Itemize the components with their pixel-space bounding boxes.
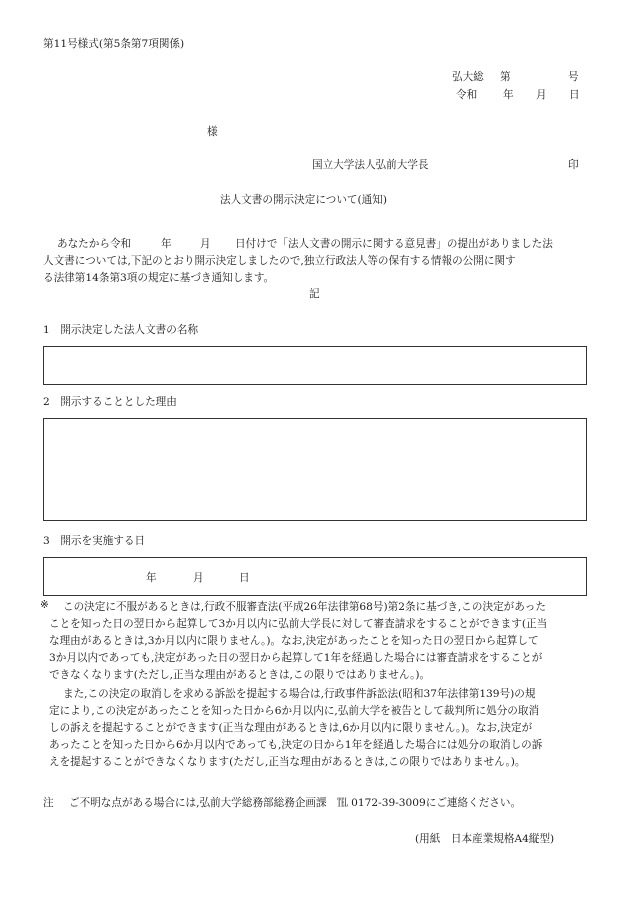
reason-box [43, 418, 587, 521]
ref-prefix: 弘大総 [452, 71, 484, 83]
contact-note-text: ご不明な点がある場合には,弘前大学総務部総務企画課 ℡ 0172-39-3009にご連絡ください。 [69, 797, 522, 809]
notice-line-1: この決定に不服があるときは,行政不服審査法(平成26年法律第68号)第2条に基づき,この決定があった [63, 601, 546, 613]
body-line-2: 人文書については,下記のとおり開示決定しましたので,独立行政法人等の保有する情報の公開に関す [43, 255, 516, 267]
document-title: 法人文書の開示決定について(通知) [220, 194, 387, 206]
notice-line-4: 3か月以内であっても,決定があった日の翌日から起算して1年を経過した場合には審査請求をすることが [49, 652, 543, 664]
notice-line-5: できなくなります(ただし,正当な理由があるときは,この限りではありません。)。 [49, 669, 431, 681]
date-era: 令和 [456, 89, 478, 101]
notice-line-2: ことを知った日の翌日から起算して3か月以内に弘前大学長に対して審査請求をすることができます(正当 [49, 618, 548, 630]
body-line-3: る法律第14条第3項の規定に基づき通知します。 [43, 272, 275, 284]
ki-label: 記 [309, 288, 320, 300]
notice-line-6: また,この決定の取消しを求める訴訟を提起する場合は,行政事件訴訟法(昭和37年法律第139号)の規 [63, 688, 536, 700]
document-name-box [43, 346, 587, 385]
seal-mark: 印 [568, 159, 579, 171]
addressee-suffix: 様 [207, 126, 218, 138]
contact-note-mark: 注 [43, 797, 54, 809]
notice-mark: ※ [40, 599, 49, 611]
date-day: 日 [569, 89, 580, 101]
sender-name: 国立大学法人弘前大学長 [312, 159, 429, 171]
notice-line-7: 定により,この決定があったことを知った日から6か月以内に,弘前大学を被告として裁判所に処分の取消 [49, 705, 540, 717]
impl-day: 日 [239, 572, 250, 584]
notice-line-3: な理由があるときは,3か月以内に限りません。)。なお,決定があったことを知った日の翌日から起算して [49, 635, 539, 647]
body-line-1d: 日付けで「法人文書の開示に関する意見書」の提出がありました法 [235, 238, 553, 250]
implementation-date-box [43, 557, 587, 596]
impl-month: 月 [193, 572, 204, 584]
body-line-1a: あなたから令和 [57, 238, 132, 250]
section-2-label: 2 開示することとした理由 [43, 396, 177, 408]
notice-line-9: あったことを知った日から6か月以内であっても,決定の日から1年を経過した場合には処分の取消しの訴 [49, 739, 543, 751]
body-line-1b: 年 [161, 238, 172, 250]
notice-line-8: しの訴えを提起することができます(正当な理由があるときは,6か月以内に限りません。)。なお,決定が [49, 722, 533, 734]
form-label: 第11号様式(第5条第7項関係) [43, 38, 185, 50]
date-year: 年 [503, 89, 514, 101]
ref-dai: 第 [500, 71, 511, 83]
body-line-1c: 月 [200, 238, 211, 250]
impl-year: 年 [146, 572, 157, 584]
section-3-label: 3 開示を実施する日 [43, 535, 146, 547]
date-month: 月 [536, 89, 547, 101]
ref-go: 号 [568, 71, 579, 83]
section-1-label: 1 開示決定した法人文書の名称 [43, 324, 199, 336]
notice-line-10: えを提起することができなくなります(ただし,正当な理由があるときは,この限りではありません。)。 [49, 756, 526, 768]
paper-spec-note: (用紙 日本産業規格A4縦型) [415, 833, 555, 845]
